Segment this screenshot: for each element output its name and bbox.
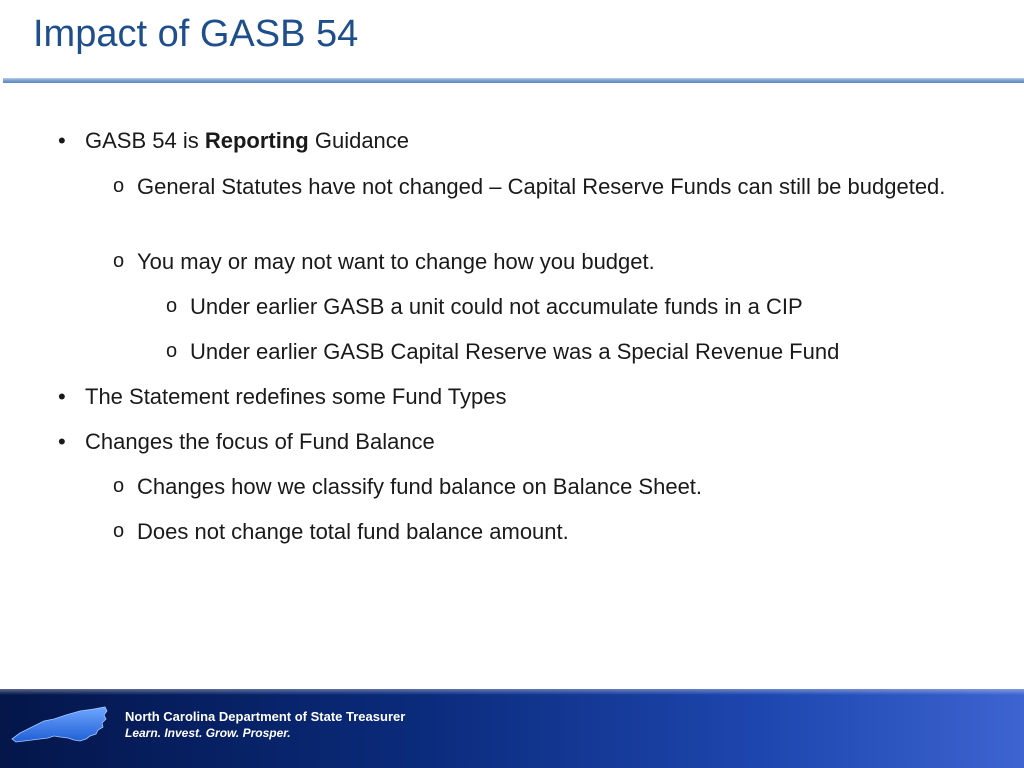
bullet-item [58,126,409,155]
sub-bullet-item [113,172,973,201]
north-carolina-map-icon [10,703,110,745]
sub-bullet-marker: o [113,520,125,542]
sub-bullet-item [113,247,655,276]
bullet-item [58,382,507,411]
sub-bullet-marker: o [113,175,125,197]
sub-sub-bullet-marker: o [166,340,178,362]
sub-sub-bullet-item [166,292,803,321]
bullet-marker: • [58,429,66,454]
sub-bullet-item [113,472,702,501]
sub-sub-bullet-marker: o [166,295,178,317]
bullet-text-suffix: Guidance [308,128,410,153]
sub-bullet-marker: o [113,475,125,497]
bullet-text-bold: Reporting [204,128,309,153]
title-divider [3,78,1024,83]
sub-sub-bullet-text: Under earlier GASB a unit could not accumulate funds in a CIP [190,294,803,319]
sub-sub-bullet-item [166,337,839,366]
bullet-text: The Statement redefines some Fund Types [85,384,507,409]
sub-bullet-item [113,517,569,546]
sub-sub-bullet-text: Under earlier GASB Capital Reserve was a Special Revenue Fund [190,339,840,364]
sub-bullet-marker: o [113,250,125,272]
organization-name: North Carolina Department of State Treasurer [125,709,406,724]
sub-bullet-text: Changes how we classify fund balance on Balance Sheet. [137,474,703,499]
bullet-text: Changes the focus of Fund Balance [85,429,435,454]
organization-tagline: Learn. Invest. Grow. Prosper. [125,726,291,740]
bullet-item [58,427,435,456]
slide-title: Impact of GASB 54 [33,13,359,55]
sub-bullet-text: General Statutes have not changed – Capital Reserve Funds can still be budgeted. [137,174,946,199]
sub-bullet-text: You may or may not want to change how you budget. [137,249,655,274]
sub-bullet-text: Does not change total fund balance amount. [137,519,569,544]
footer-highlight [0,689,1024,695]
footer-banner [0,689,1024,768]
bullet-marker: • [58,128,66,153]
bullet-text-prefix: GASB 54 is [85,128,205,153]
bullet-text [85,126,409,155]
bullet-marker: • [58,384,66,409]
